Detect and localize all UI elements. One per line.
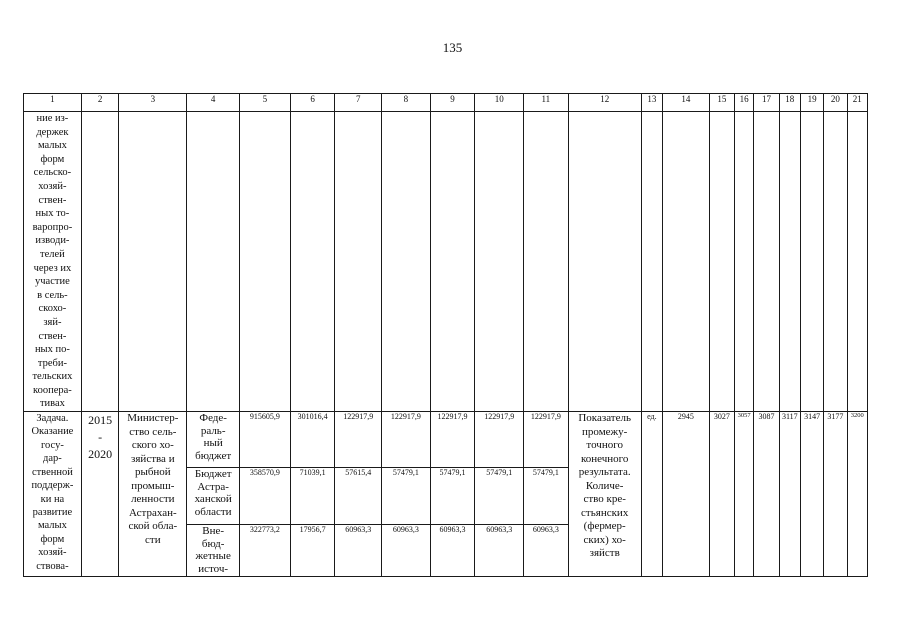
column-header: 1 <box>24 94 82 112</box>
column-header: 2 <box>81 94 119 112</box>
empty-cell <box>240 112 291 412</box>
text-line: дар- <box>43 453 62 465</box>
amount-cell: 57479,1 <box>382 468 431 525</box>
empty-cell <box>290 112 335 412</box>
funding-source-cell <box>187 412 240 468</box>
text-line: ный <box>203 437 223 450</box>
text-line: ственной <box>31 466 73 478</box>
text-line: форм <box>40 533 65 545</box>
column-header: 5 <box>240 94 291 112</box>
continuation-text-cell <box>24 112 82 412</box>
column-header: 10 <box>475 94 524 112</box>
amount-cell: 301016,4 <box>290 412 335 468</box>
column-header: 4 <box>187 94 240 112</box>
column-header: 21 <box>847 94 867 112</box>
text-line: - <box>98 430 103 445</box>
amount-cell: 122917,9 <box>430 412 475 468</box>
target-value-cell: 3027 <box>709 412 734 577</box>
text-line: сти <box>145 533 161 546</box>
empty-cell <box>709 112 734 412</box>
text-line: рыбной <box>134 466 171 479</box>
amount-cell: 60963,3 <box>475 525 524 577</box>
text-line: Министер- <box>127 412 179 425</box>
text-line: бюджет <box>195 449 232 462</box>
column-header: 17 <box>754 94 779 112</box>
text-line: держек <box>36 126 69 138</box>
text-line: жетные <box>195 550 231 563</box>
amount-cell: 60963,3 <box>335 525 382 577</box>
text-line: бюд- <box>201 537 225 550</box>
column-number-row <box>24 94 868 112</box>
column-header: 8 <box>382 94 431 112</box>
text-line: промежу- <box>582 425 628 438</box>
text-line: малых <box>37 520 67 532</box>
text-line: ских) хо- <box>583 533 626 546</box>
page-number: 135 <box>442 40 463 55</box>
amount-cell: 71039,1 <box>290 468 335 525</box>
text-line: Вне- <box>202 525 225 538</box>
text-line: в сель- <box>37 289 68 301</box>
text-line: Количе- <box>585 479 624 492</box>
amount-cell: 322773,2 <box>240 525 291 577</box>
text-line: ных то- <box>35 208 70 220</box>
column-header: 15 <box>709 94 734 112</box>
executor-cell <box>119 412 187 577</box>
empty-cell <box>382 112 431 412</box>
text-line: тивах <box>39 398 65 410</box>
text-line: тельских <box>32 371 73 383</box>
text-line: развитие <box>32 506 73 518</box>
text-line: ханской <box>194 493 232 506</box>
column-header: 9 <box>430 94 475 112</box>
text-line: зяй- <box>43 316 62 328</box>
amount-cell: 122917,9 <box>335 412 382 468</box>
amount-cell: 122917,9 <box>475 412 524 468</box>
text-line: источ- <box>198 562 229 575</box>
text-line: Задача. <box>36 413 69 425</box>
target-value-cell: 2945 <box>663 412 710 577</box>
text-line: ского хо- <box>131 439 174 452</box>
text-line: госу- <box>40 439 64 451</box>
empty-cell <box>119 112 187 412</box>
column-header: 11 <box>524 94 569 112</box>
amount-cell: 57479,1 <box>475 468 524 525</box>
empty-cell <box>735 112 754 412</box>
empty-cell <box>430 112 475 412</box>
text-line: участие <box>35 276 70 288</box>
text-line: ской обла- <box>128 520 178 533</box>
target-value-cell: 3087 <box>754 412 779 577</box>
column-header: 14 <box>663 94 710 112</box>
text-line: ство кре- <box>583 493 626 506</box>
column-header: 6 <box>290 94 335 112</box>
amount-cell: 358570,9 <box>240 468 291 525</box>
text-line: ство сель- <box>129 425 177 438</box>
text-line: малых <box>37 140 67 152</box>
empty-cell <box>800 112 823 412</box>
text-line: раль- <box>200 424 226 437</box>
column-header: 20 <box>824 94 847 112</box>
column-header: 7 <box>335 94 382 112</box>
amount-cell: 60963,3 <box>382 525 431 577</box>
text-line: форм <box>40 153 65 165</box>
amount-cell: 60963,3 <box>430 525 475 577</box>
column-header: 13 <box>641 94 662 112</box>
empty-cell <box>335 112 382 412</box>
empty-cell <box>824 112 847 412</box>
continuation-row <box>24 112 868 412</box>
amount-cell: 915605,9 <box>240 412 291 468</box>
empty-cell <box>754 112 779 412</box>
text-line: промыш- <box>131 479 175 492</box>
years-cell <box>81 412 119 577</box>
empty-cell <box>779 112 800 412</box>
text-line: конечного <box>580 452 629 465</box>
text-line: телей <box>40 248 65 260</box>
empty-cell <box>663 112 710 412</box>
column-header: 19 <box>800 94 823 112</box>
unit-cell: ед. <box>641 412 662 577</box>
text-line: ных по- <box>34 344 70 356</box>
text-line: через их <box>33 262 72 274</box>
empty-cell <box>524 112 569 412</box>
target-value-cell: 3117 <box>779 412 800 577</box>
text-line: стьянских <box>581 506 629 519</box>
amount-cell: 57615,4 <box>335 468 382 525</box>
text-line: 2020 <box>88 447 113 462</box>
target-value-cell: 3057 <box>735 412 754 577</box>
target-value-cell: 3200 <box>847 412 867 577</box>
text-line: Астрахан- <box>128 506 177 519</box>
task-description-cell <box>24 412 82 577</box>
amount-cell: 17956,7 <box>290 525 335 577</box>
amount-cell: 57479,1 <box>524 468 569 525</box>
empty-cell <box>847 112 867 412</box>
target-value-cell: 3177 <box>824 412 847 577</box>
column-header: 12 <box>568 94 641 112</box>
column-header: 16 <box>735 94 754 112</box>
text-line: зяйств <box>589 547 620 560</box>
indicator-cell <box>568 412 641 577</box>
text-line: хозяй- <box>38 180 67 192</box>
text-line: зяйства и <box>131 452 175 465</box>
text-line: Показатель <box>578 412 632 425</box>
text-line: Оказание <box>31 426 74 438</box>
text-line: 2015 <box>88 413 113 428</box>
text-line: изводи- <box>35 235 70 247</box>
text-line: точного <box>586 439 623 452</box>
text-line: варопро- <box>32 221 73 233</box>
text-line: Астра- <box>197 480 229 493</box>
text-line: области <box>194 505 232 518</box>
text-line: ствен- <box>38 194 67 206</box>
funding-source-cell <box>187 468 240 525</box>
text-line: треби- <box>37 357 67 369</box>
text-line: результата. <box>578 466 631 479</box>
text-line: скохо- <box>38 303 67 315</box>
text-line: ленности <box>131 493 175 506</box>
empty-cell <box>568 112 641 412</box>
amount-cell: 60963,3 <box>524 525 569 577</box>
text-line: ствен- <box>38 330 67 342</box>
program-table <box>23 93 868 577</box>
text-line: ствова- <box>36 560 69 572</box>
text-line: (фермер- <box>583 520 626 533</box>
column-header: 3 <box>119 94 187 112</box>
text-line: Феде- <box>199 412 227 425</box>
text-line: поддерж- <box>31 480 74 492</box>
text-line: хозяй- <box>38 547 67 559</box>
empty-cell <box>475 112 524 412</box>
column-header: 18 <box>779 94 800 112</box>
funding-source-cell <box>187 525 240 577</box>
empty-cell <box>187 112 240 412</box>
empty-cell <box>81 112 119 412</box>
funding-row-federal <box>24 412 868 468</box>
text-line: ки на <box>40 493 65 505</box>
empty-cell <box>641 112 662 412</box>
text-line: ние из- <box>36 113 69 124</box>
target-value-cell: 3147 <box>800 412 823 577</box>
amount-cell: 57479,1 <box>430 468 475 525</box>
text-line: Бюджет <box>194 468 232 481</box>
amount-cell: 122917,9 <box>382 412 431 468</box>
text-line: сельско- <box>33 167 72 179</box>
amount-cell: 122917,9 <box>524 412 569 468</box>
text-line: коопера- <box>33 384 72 396</box>
